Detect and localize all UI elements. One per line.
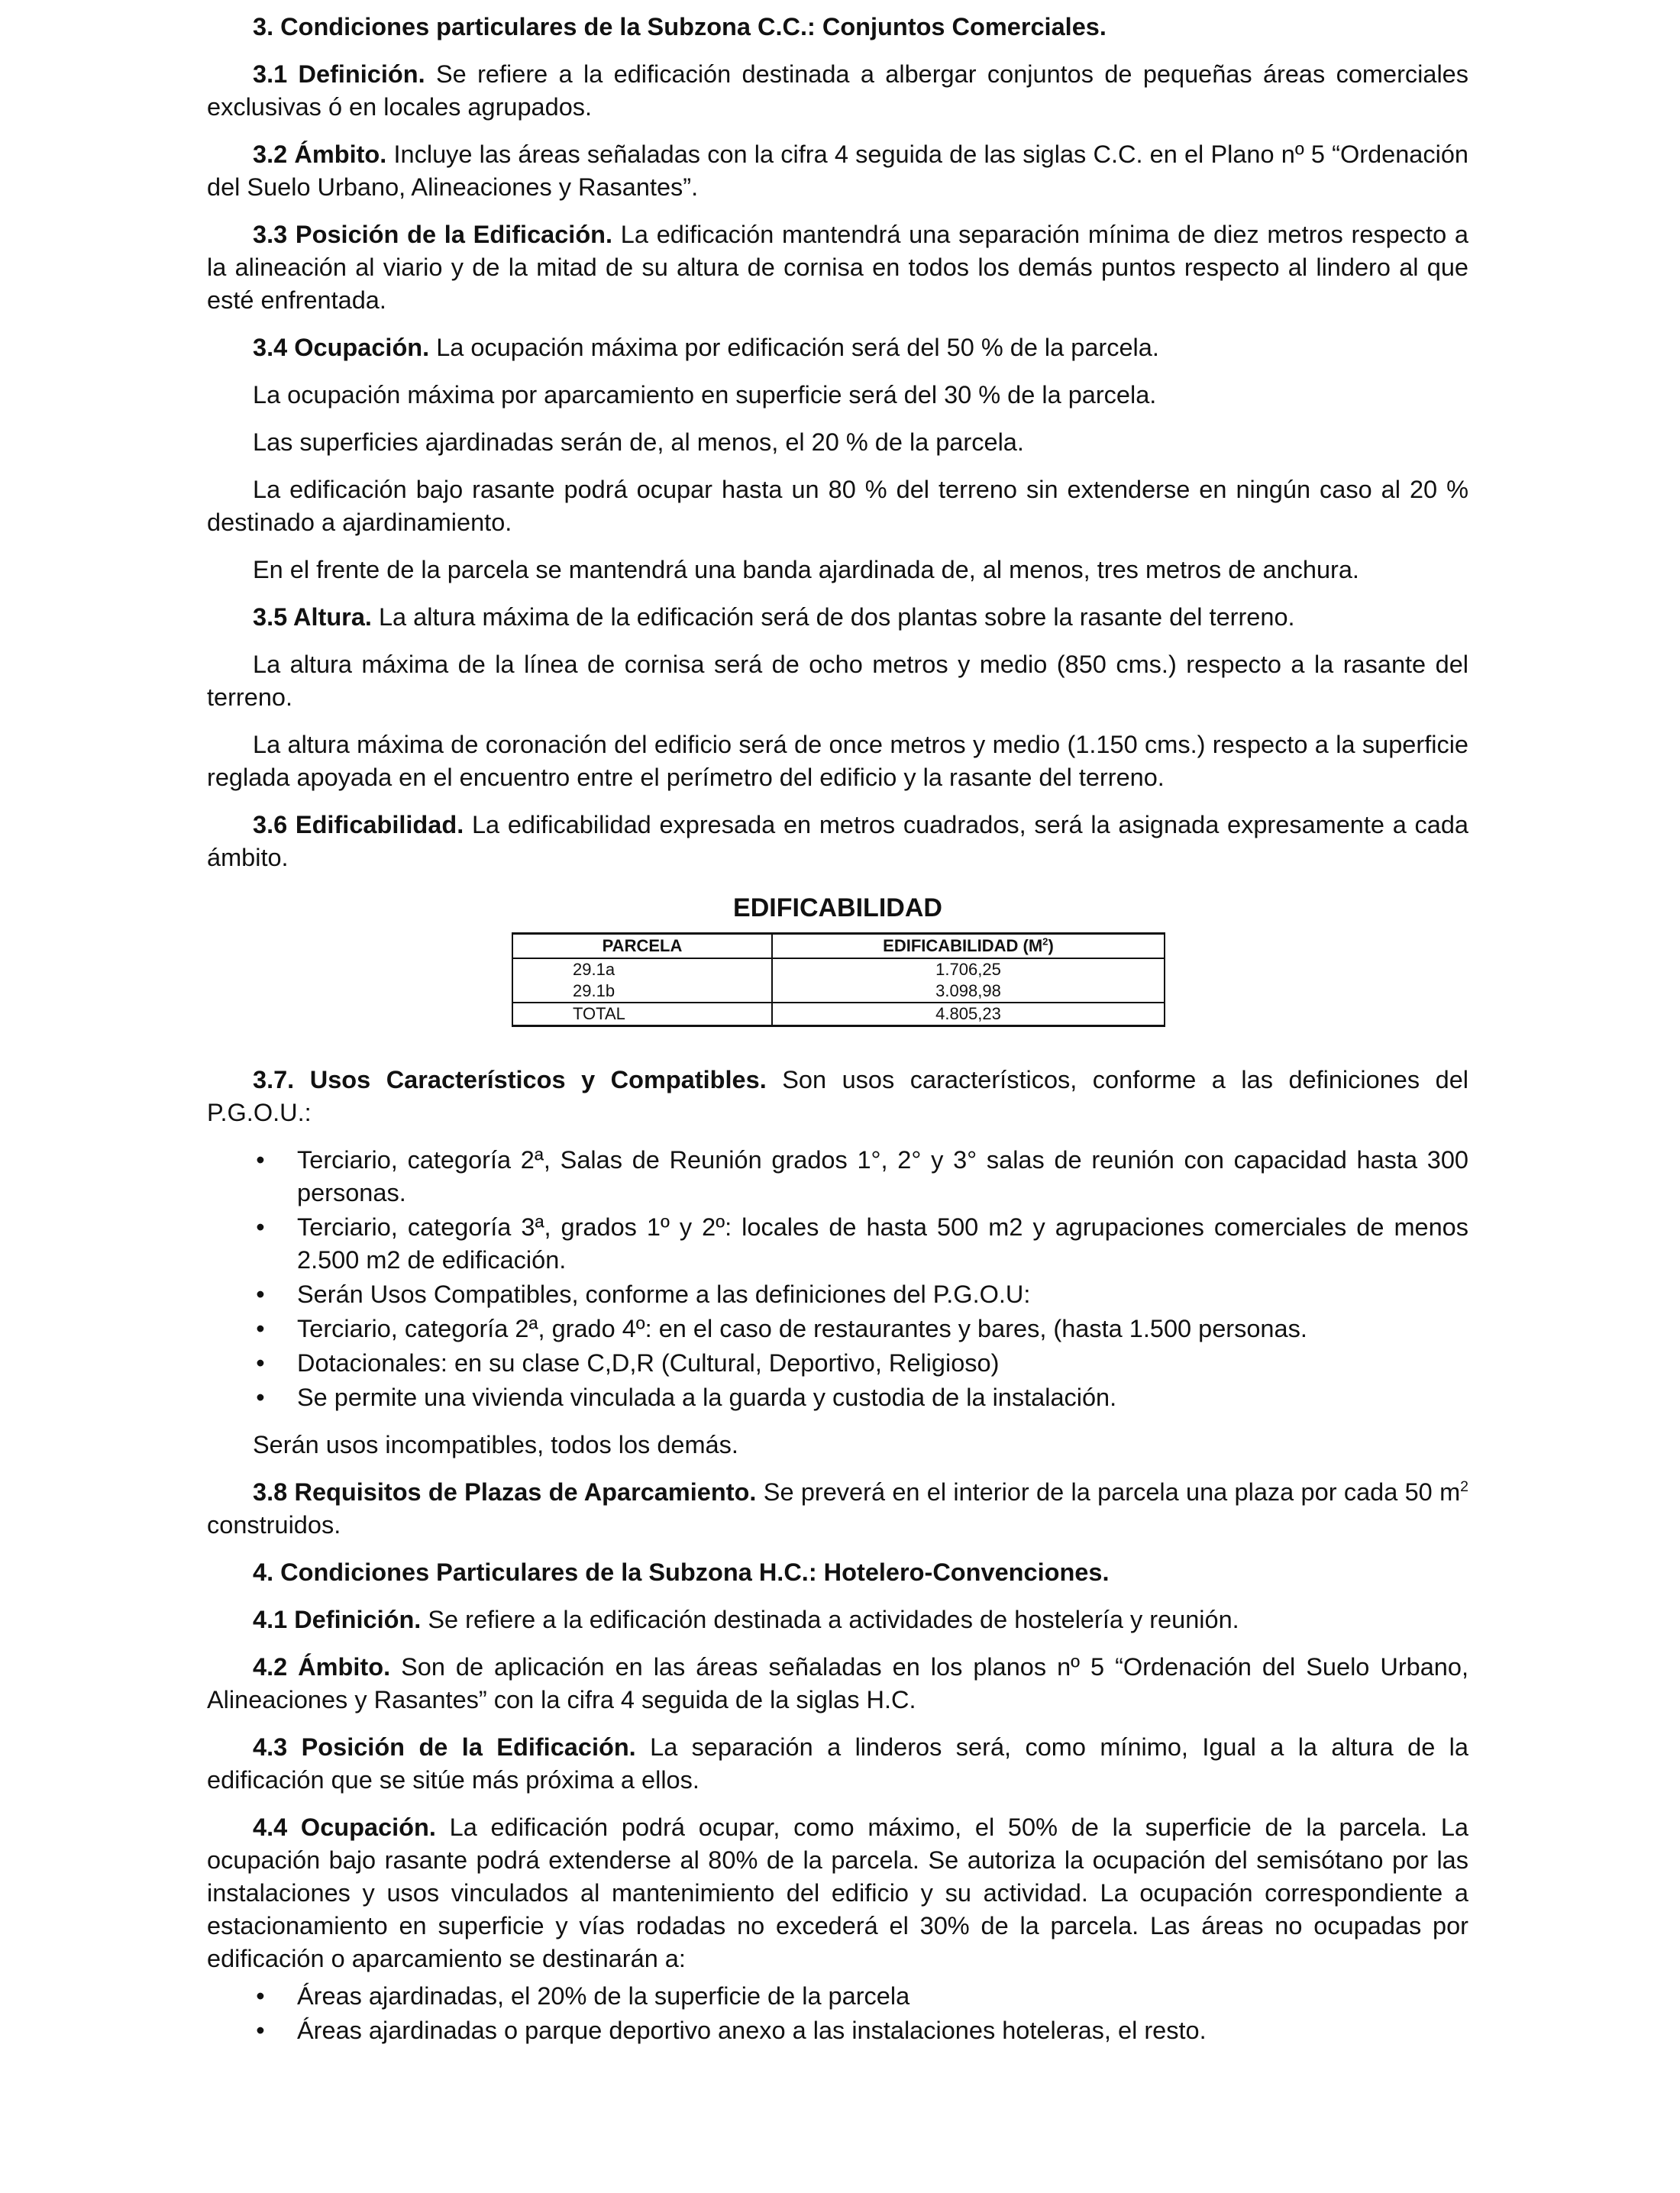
paragraph-3-4-d: La edificación bajo rasante podrá ocupar hasta un 80 % del terreno sin extenderse en ningún caso al 20 % destinado a ajardinamiento. <box>207 476 1468 536</box>
bullet-icon: • <box>256 1315 265 1342</box>
paragraph-label: 4.4 Ocupación. <box>253 1814 436 1841</box>
bullet-icon: • <box>256 2017 265 2044</box>
bullet-icon: • <box>256 1146 265 1174</box>
paragraph-label: 3.7. Usos Característicos y Compatibles. <box>253 1066 767 1093</box>
paragraph-3-5: 3.5 Altura. La altura máxima de la edificación será de dos plantas sobre la rasante del terreno. <box>253 603 1295 631</box>
list-item: • Áreas ajardinadas o parque deportivo anexo a las instalaciones hoteleras, el resto. <box>207 2014 1468 2047</box>
list-item: • Áreas ajardinadas, el 20% de la superficie de la parcela <box>207 1980 1468 2013</box>
paragraph-label: 3.1 Definición. <box>253 60 425 88</box>
paragraph-3-4-b: La ocupación máxima por aparcamiento en superficie será del 30 % de la parcela. <box>253 381 1157 409</box>
bullet-icon: • <box>256 1213 265 1241</box>
bullet-icon: • <box>256 1384 265 1411</box>
paragraph-3-6: 3.6 Edificabilidad. La edificabilidad expresada en metros cuadrados, será la asignada expresamente a cada ámbito. <box>207 811 1468 871</box>
paragraph-label: 3.5 Altura. <box>253 603 372 631</box>
paragraph-3-2: 3.2 Ámbito. Incluye las áreas señaladas con la cifra 4 seguida de las siglas C.C. en el Plano nº 5 “Ordenación del Suelo Urbano, Alineaciones y Rasantes”. <box>207 140 1468 201</box>
paragraph-3-5-b: La altura máxima de la línea de cornisa será de ocho metros y medio (850 cms.) respecto a la rasante del terreno. <box>207 651 1468 711</box>
paragraph-3-1: 3.1 Definición. Se refiere a la edificación destinada a albergar conjuntos de pequeñas áreas comerciales exclusivas ó en locales agrupados. <box>207 60 1468 121</box>
paragraph-4-2: 4.2 Ámbito. Son de aplicación en las áreas señaladas en los planos nº 5 “Ordenación del Suelo Urbano, Alineaciones y Rasantes” con la cifra 4 seguida de la siglas H.C. <box>207 1653 1468 1713</box>
column-header-edificabilidad: EDIFICABILIDAD $(M^2)$ <box>772 934 1165 959</box>
paragraph-label: 3.8 Requisitos de Plazas de Aparcamiento. <box>253 1478 757 1506</box>
bullet-icon: • <box>256 1281 265 1308</box>
table-title: EDIFICABILIDAD <box>733 893 942 922</box>
section-4-title: 4. Condiciones Particulares de la Subzona H.C.: Hotelero-Convenciones. <box>253 1558 1110 1586</box>
usos-list <box>207 1144 1468 1414</box>
paragraph-label: 4.2 Ámbito. <box>253 1653 391 1681</box>
list-item: • Serán Usos Compatibles, conforme a las definiciones del P.G.O.U: <box>207 1278 1468 1311</box>
table-total-row: TOTAL 4.805,23 <box>512 1003 1165 1026</box>
paragraph-3-5-c: La altura máxima de coronación del edificio será de once metros y medio (1.150 cms.) respecto a la superficie reglada apoyada en el encuentro entre el perímetro del edificio y la rasante del terreno. <box>207 731 1468 791</box>
paragraph-4-3: 4.3 Posición de la Edificación. La separación a linderos será, como mínimo, Igual a la altura de la edificación que se sitúe más próxima a ellos. <box>207 1733 1468 1794</box>
paragraph-3-4: 3.4 Ocupación. La ocupación máxima por edificación será del 50 % de la parcela. <box>253 334 1159 361</box>
edificabilidad-table <box>512 932 1165 1027</box>
paragraph-3-8: 3.8 Requisitos de Plazas de Aparcamiento. Se preverá en el interior de la parcela una plaza por cada 50 $m^2$ construidos. <box>207 1478 1469 1539</box>
paragraph-label: 3.6 Edificabilidad. <box>253 811 464 838</box>
paragraph-3-7-after: Serán usos incompatibles, todos los demás. <box>253 1431 738 1458</box>
paragraph-3-7: 3.7. Usos Característicos y Compatibles. Son usos característicos, conforme a las definiciones del P.G.O.U.: <box>207 1066 1468 1126</box>
document-page <box>207 11 1468 2062</box>
bullet-icon: • <box>256 1349 265 1377</box>
paragraph-label: 4.1 Definición. <box>253 1606 422 1633</box>
paragraph-label: 3.3 Posición de la Edificación. <box>253 221 613 248</box>
paragraph-3-3: 3.3 Posición de la Edificación. La edificación mantendrá una separación mínima de diez metros respecto a la alineación al viario y de la mitad de su altura de cornisa en todos los demás puntos respecto al lindero al que esté enfrentada. <box>207 221 1468 314</box>
column-header-parcela: PARCELA <box>512 934 772 959</box>
list-item: • Terciario, categoría 2ª, grado 4º: en el caso de restaurantes y bares, (hasta 1.500 personas. <box>207 1313 1468 1345</box>
paragraph-label: 4.3 Posición de la Edificación. <box>253 1733 636 1761</box>
table-row: 29.1a 1.706,25 <box>512 958 1165 980</box>
paragraph-4-4: 4.4 Ocupación. La edificación podrá ocupar, como máximo, el 50% de la superficie de la parcela. La ocupación bajo rasante podrá extenderse al 80% de la parcela. Se autoriza la ocupación del semisótano por las instalaciones y usos vinculados al mantenimiento del edificio y su actividad. La ocupación correspondiente a estacionamiento en superficie y vías rodadas no excederá el 30% de la parcela. Las áreas no ocupadas por edificación o aparcamiento se destinarán a: <box>207 1814 1468 1972</box>
table-row: 29.1b 3.098,98 <box>512 980 1165 1003</box>
paragraph-4-1: 4.1 Definición. Se refiere a la edificación destinada a actividades de hostelería y reunión. <box>253 1606 1239 1633</box>
paragraph-3-4-e: En el frente de la parcela se mantendrá una banda ajardinada de, al menos, tres metros de anchura. <box>253 556 1359 583</box>
section-3-title: 3. Condiciones particulares de la Subzona C.C.: Conjuntos Comerciales. <box>253 13 1107 40</box>
list-item: • Terciario, categoría 3ª, grados 1º y 2º: locales de hasta 500 m2 y agrupaciones comerciales de menos 2.500 m2 de edificación. <box>207 1211 1468 1277</box>
paragraph-label: 3.2 Ámbito. <box>253 140 387 168</box>
bullet-icon: • <box>256 1982 265 2010</box>
list-item: • Dotacionales: en su clase C,D,R (Cultural, Deportivo, Religioso) <box>207 1347 1468 1380</box>
areas-list <box>207 1980 1468 2047</box>
list-item: • Se permite una vivienda vinculada a la guarda y custodia de la instalación. <box>207 1381 1468 1414</box>
list-item: • Terciario, categoría 2ª, Salas de Reunión grados 1°, 2° y 3° salas de reunión con capacidad hasta 300 personas. <box>207 1144 1468 1210</box>
paragraph-label: 3.4 Ocupación. <box>253 334 430 361</box>
paragraph-3-4-c: Las superficies ajardinadas serán de, al menos, el 20 % de la parcela. <box>253 428 1024 456</box>
